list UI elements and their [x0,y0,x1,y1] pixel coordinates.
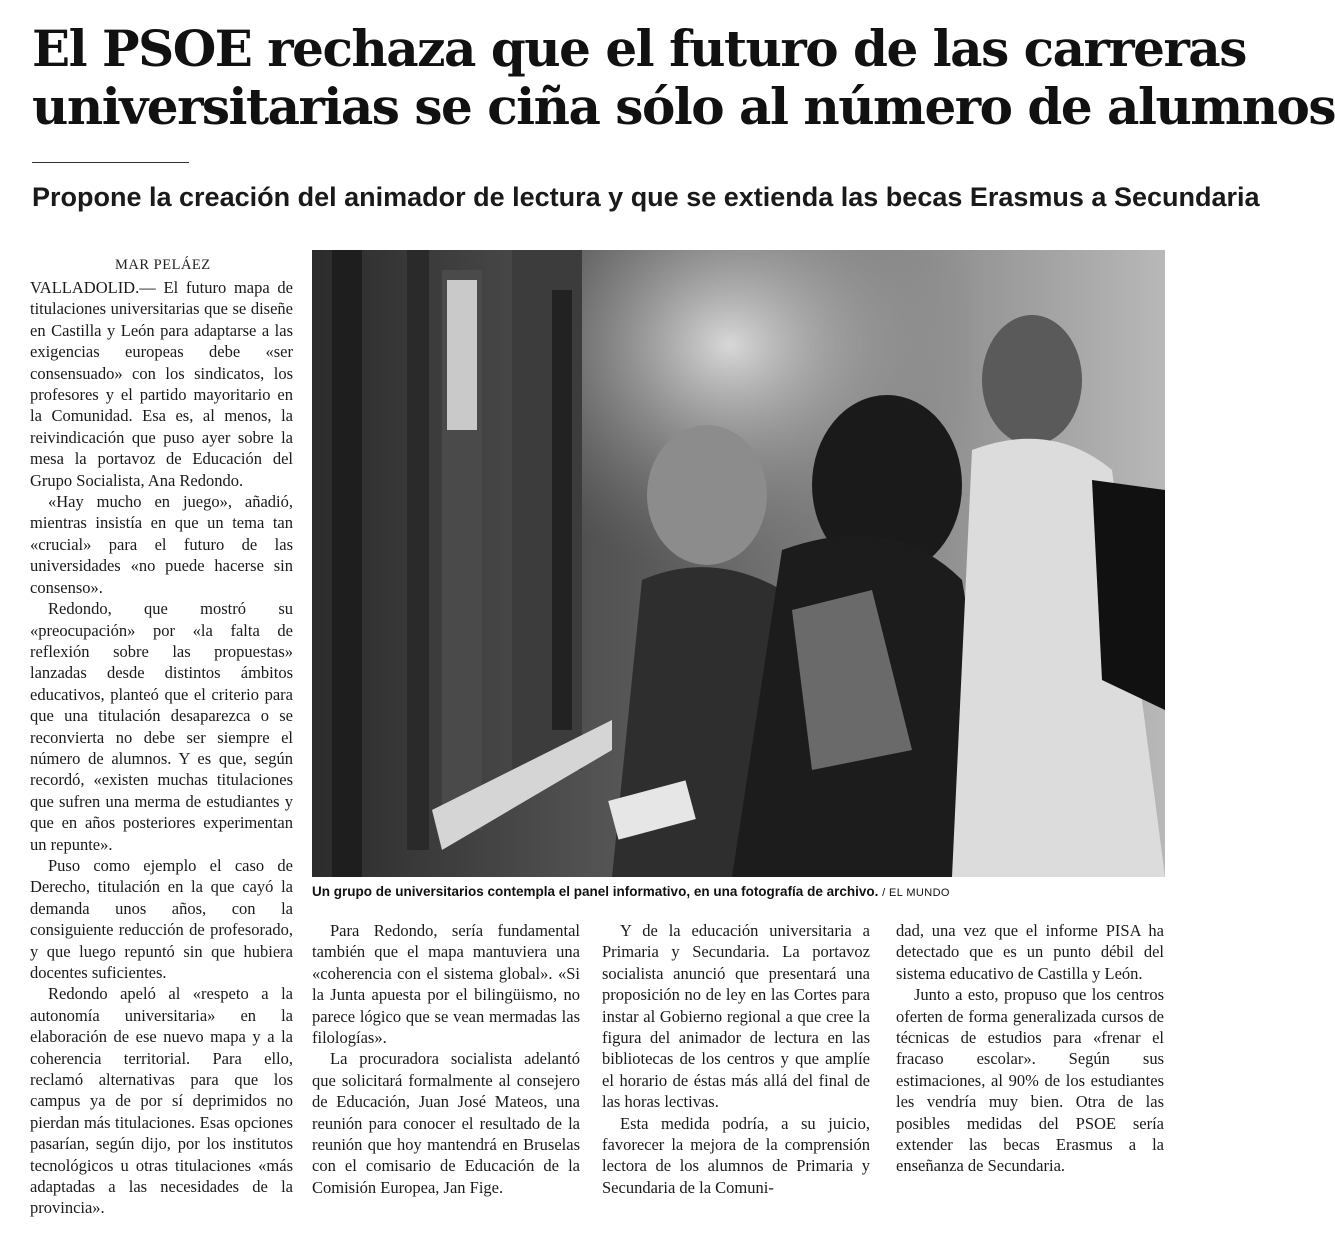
headline-rule [32,162,189,163]
paragraph: dad, una vez que el informe PISA ha detectado que es un punto débil del sistema educativo de Castilla y León. [896,921,1164,983]
headline-line-2: universitarias se ciña sólo al número de alumnos [32,77,1335,136]
paragraph: Para Redondo, sería fundamental también que el mapa mantuviera una «coherencia con el sistema global». «Si la Junta apuesta por el bilingüismo, no parece lógico que se vean mermadas las filologías». [312,921,580,1048]
paragraph: Junto a esto, propuso que los centros oferten de forma generalizada cursos de técnicas de estudios para «frenar el fracaso escolar». Según sus estimaciones, al 90% de los estudiantes les vendría muy bien. Otra de las posibles medidas del PSOE sería extender las becas Erasmus a la enseñanza de Secundaria. [896,985,1164,1176]
paragraph: La procuradora socialista adelantó que solicitará formalmente al consejero de Educación, Juan José Mateos, una reunión para conocer el resultado de la reunión que hoy mantendrá en Bruselas con el comisario de Educación de la Comisión Europea, Jan Fige. [312,1049,580,1197]
paragraph: Redondo, que mostró su «preocupación» por «la falta de reflexión sobre las propuestas» lanzadas desde distintos ámbitos educativos, planteó que el criterio para que una titulación desaparezca o se reconvierta no debe ser siempre el número de alumnos. Y es que, según recordó, «existen muchas titulaciones que sufren una merma de estudiantes y que en años posteriores experimentan un repunte». [30,599,293,854]
subhead: Propone la creación del animador de lectura y que se extienda las becas Erasmus a Secundaria [32,182,1260,212]
paragraph-text: El futuro mapa de titulaciones universitarias que se diseñe en Castilla y León para adaptarse a las exigencias europeas debe «ser consensuado» con los sindicatos, los profesores y el partido mayoritario en la Comunidad. Esa es, al menos, la reivindicación que puso ayer sobre la mesa la portavoz de Educación del Grupo Socialista, Ana Redondo. [30,278,294,490]
paragraph: Puso como ejemplo el caso de Derecho, titulación en la que cayó la demanda unos años, con la consiguiente reducción de profesorado, y que luego repuntó sin que hubiera docentes suficientes. [30,855,293,982]
photo-credit: / EL MUNDO [882,887,950,899]
bottom-column-1 [312,920,580,1198]
paragraph: Y de la educación universitaria a Primaria y Secundaria. La portavoz socialista anunció que presentará una proposición no de ley en las Cortes para instar al Gobierno regional a que cree la figura del animador de lectura en las bibliotecas de los centros y que amplíe el horario de éstas más allá del final de las horas lectivas. [602,921,870,1112]
paragraph [30,277,293,491]
headline-line-1: El PSOE rechaza que el futuro de las carreras [32,19,1246,78]
paragraph: «Hay mucho en juego», añadió, mientras insistía en que un tema tan «crucial» para el futuro de las universidades «no puede hacerse sin consenso». [30,492,293,597]
headline [32,19,1335,136]
bottom-column-3 [896,920,1164,1177]
paragraph: Esta medida podría, a su juicio, favorecer la mejora de la comprensión lectora de los alumnos de Primaria y Secundaria de la Comuni- [602,1113,870,1197]
bottom-column-2 [602,920,870,1198]
photo-caption [312,884,1172,899]
dateline: VALLADOLID.— [30,278,156,297]
caption-text: Un grupo de universitarios contempla el panel informativo, en una fotografía de archivo. [312,884,879,899]
byline: MAR PELÁEZ [115,257,211,273]
photo-illustration [312,250,1165,877]
left-column [30,277,293,1219]
paragraph: Redondo apeló al «respeto a la autonomía universitaria» en la elaboración de ese nuevo mapa y a la coherencia territorial. Para ello, reclamó alternativas para que los campus ya de por sí deprimidos no pierdan más titulaciones. Esas opciones pasarían, según dijo, por los institutos tecnológicos u otras titulaciones «más adaptadas a las necesidades de la provincia». [30,984,293,1218]
news-photo [312,250,1165,877]
